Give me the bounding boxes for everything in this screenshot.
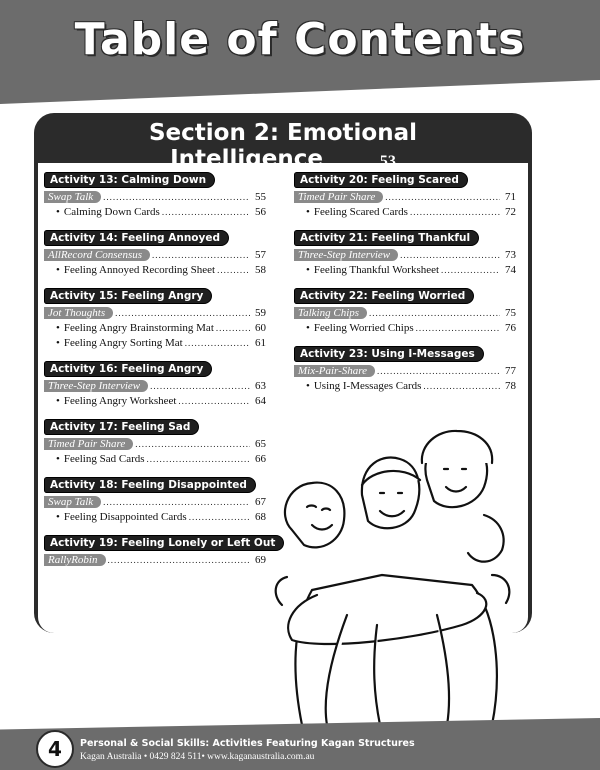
children-hugging-illustration xyxy=(262,425,522,725)
page-ref: 74 xyxy=(505,264,516,276)
structure-row xyxy=(44,380,266,395)
dot-leader xyxy=(217,264,250,276)
structure-row xyxy=(44,554,266,569)
dot-leader xyxy=(385,191,500,203)
resource-name: Feeling Scared Cards xyxy=(313,206,408,218)
activity-entry xyxy=(44,170,266,221)
activity-heading: Activity 23: Using I-Messages xyxy=(294,346,484,362)
activity-entry xyxy=(294,344,516,395)
activity-heading: Activity 14: Feeling Annoyed xyxy=(44,230,229,246)
page-ref: 57 xyxy=(255,249,266,261)
structure-name: AllRecord Consensus xyxy=(44,249,150,261)
structure-row xyxy=(44,307,266,322)
page-ref: 73 xyxy=(505,249,516,261)
resource-row xyxy=(294,380,516,395)
page-ref: 72 xyxy=(505,206,516,218)
bullet-icon: • xyxy=(56,264,60,276)
structure-name: RallyRobin xyxy=(44,554,106,566)
activity-entry xyxy=(294,228,516,279)
section-title: Section 2: Emotional Intelligence xyxy=(148,120,417,172)
right-column xyxy=(294,170,516,402)
resource-row xyxy=(44,264,266,279)
page-ref: 71 xyxy=(505,191,516,203)
dot-leader xyxy=(103,496,250,508)
footer-title: Personal & Social Skills: Activities Featuring Kagan Structures xyxy=(80,738,415,749)
resource-name: Calming Down Cards xyxy=(63,206,160,218)
dot-leader xyxy=(441,264,500,276)
page-title: Table of Contents xyxy=(74,14,526,65)
resource-row xyxy=(44,322,266,337)
section-heading xyxy=(34,120,532,172)
page-ref: 63 xyxy=(255,380,266,392)
resource-name: Feeling Angry Brainstorming Mat xyxy=(63,322,214,334)
dot-leader xyxy=(115,307,250,319)
dot-leader xyxy=(369,307,500,319)
resource-row xyxy=(294,206,516,221)
structure-name: Swap Talk xyxy=(44,191,101,203)
page-number: 4 xyxy=(36,730,74,768)
structure-name: Three-Step Interview xyxy=(44,380,148,392)
resource-name: Feeling Angry Worksheet xyxy=(63,395,177,407)
dot-leader xyxy=(189,511,250,523)
dot-leader xyxy=(400,249,500,261)
resource-name: Feeling Disappointed Cards xyxy=(63,511,187,523)
dot-leader xyxy=(216,322,250,334)
resource-row xyxy=(44,395,266,410)
resource-row xyxy=(294,264,516,279)
activity-heading: Activity 19: Feeling Lonely or Left Out xyxy=(44,535,284,551)
page-ref: 69 xyxy=(255,554,266,566)
activity-heading: Activity 21: Feeling Thankful xyxy=(294,230,479,246)
structure-row xyxy=(294,191,516,206)
page-ref: 64 xyxy=(255,395,266,407)
activity-heading: Activity 15: Feeling Angry xyxy=(44,288,212,304)
structure-row xyxy=(44,249,266,264)
page-ref: 55 xyxy=(255,191,266,203)
structure-name: Talking Chips xyxy=(294,307,367,319)
bullet-icon: • xyxy=(306,206,310,218)
resource-row xyxy=(44,337,266,352)
activity-entry xyxy=(44,228,266,279)
bullet-icon: • xyxy=(56,395,60,407)
dot-leader xyxy=(185,337,250,349)
page-ref: 61 xyxy=(255,337,266,349)
page-ref: 65 xyxy=(255,438,266,450)
resource-name: Feeling Worried Chips xyxy=(313,322,414,334)
resource-row xyxy=(44,453,266,468)
activity-heading: Activity 16: Feeling Angry xyxy=(44,361,212,377)
structure-name: Timed Pair Share xyxy=(44,438,133,450)
dot-leader xyxy=(135,438,250,450)
structure-name: Swap Talk xyxy=(44,496,101,508)
structure-row xyxy=(44,438,266,453)
page-ref: 60 xyxy=(255,322,266,334)
dot-leader xyxy=(108,554,251,566)
resource-row xyxy=(294,322,516,337)
resource-name: Using I-Messages Cards xyxy=(313,380,422,392)
resource-name: Feeling Angry Sorting Mat xyxy=(63,337,183,349)
bullet-icon: • xyxy=(56,322,60,334)
page-ref: 56 xyxy=(255,206,266,218)
resource-row xyxy=(44,511,266,526)
activity-heading: Activity 20: Feeling Scared xyxy=(294,172,468,188)
page-ref: 66 xyxy=(255,453,266,465)
page-ref: 58 xyxy=(255,264,266,276)
activity-entry xyxy=(44,417,266,468)
bullet-icon: • xyxy=(56,206,60,218)
structure-name: Timed Pair Share xyxy=(294,191,383,203)
dot-leader xyxy=(150,380,250,392)
page-ref: 78 xyxy=(505,380,516,392)
resource-name: Feeling Thankful Worksheet xyxy=(313,264,440,276)
page-ref: 77 xyxy=(505,365,516,377)
structure-row xyxy=(294,365,516,380)
resource-row xyxy=(44,206,266,221)
structure-row xyxy=(44,191,266,206)
dot-leader xyxy=(152,249,250,261)
page-ref: 76 xyxy=(505,322,516,334)
structure-name: Mix-Pair-Share xyxy=(294,365,375,377)
structure-name: Three-Step Interview xyxy=(294,249,398,261)
activity-entry xyxy=(44,533,276,569)
bullet-icon: • xyxy=(306,264,310,276)
activity-entry xyxy=(44,475,266,526)
bullet-icon: • xyxy=(56,453,60,465)
dot-leader xyxy=(416,322,500,334)
bullet-icon: • xyxy=(56,511,60,523)
dot-leader xyxy=(103,191,250,203)
structure-row xyxy=(294,249,516,264)
activity-heading: Activity 22: Feeling Worried xyxy=(294,288,474,304)
structure-row xyxy=(294,307,516,322)
dot-leader xyxy=(410,206,500,218)
activity-heading: Activity 17: Feeling Sad xyxy=(44,419,199,435)
structure-row xyxy=(44,496,266,511)
resource-name: Feeling Sad Cards xyxy=(63,453,145,465)
page-ref: 67 xyxy=(255,496,266,508)
bullet-icon: • xyxy=(56,337,60,349)
dot-leader xyxy=(147,453,250,465)
activity-heading: Activity 18: Feeling Disappointed xyxy=(44,477,256,493)
page-ref: 75 xyxy=(505,307,516,319)
dot-leader xyxy=(162,206,250,218)
footer-contact: Kagan Australia • 0429 824 511• www.kaganaustralia.com.au xyxy=(80,752,315,762)
activity-entry xyxy=(294,286,516,337)
section-leader: ......... xyxy=(322,154,380,170)
page-ref: 59 xyxy=(255,307,266,319)
dot-leader xyxy=(178,395,250,407)
resource-name: Feeling Annoyed Recording Sheet xyxy=(63,264,216,276)
dot-leader xyxy=(423,380,500,392)
activity-entry xyxy=(44,286,266,352)
left-column xyxy=(44,170,276,576)
activity-entry xyxy=(294,170,516,221)
page-ref: 68 xyxy=(255,511,266,523)
bullet-icon: • xyxy=(306,322,310,334)
activity-entry xyxy=(44,359,266,410)
bullet-icon: • xyxy=(306,380,310,392)
structure-name: Jot Thoughts xyxy=(44,307,113,319)
dot-leader xyxy=(377,365,500,377)
section-page: 53 xyxy=(379,153,396,170)
activity-heading: Activity 13: Calming Down xyxy=(44,172,215,188)
